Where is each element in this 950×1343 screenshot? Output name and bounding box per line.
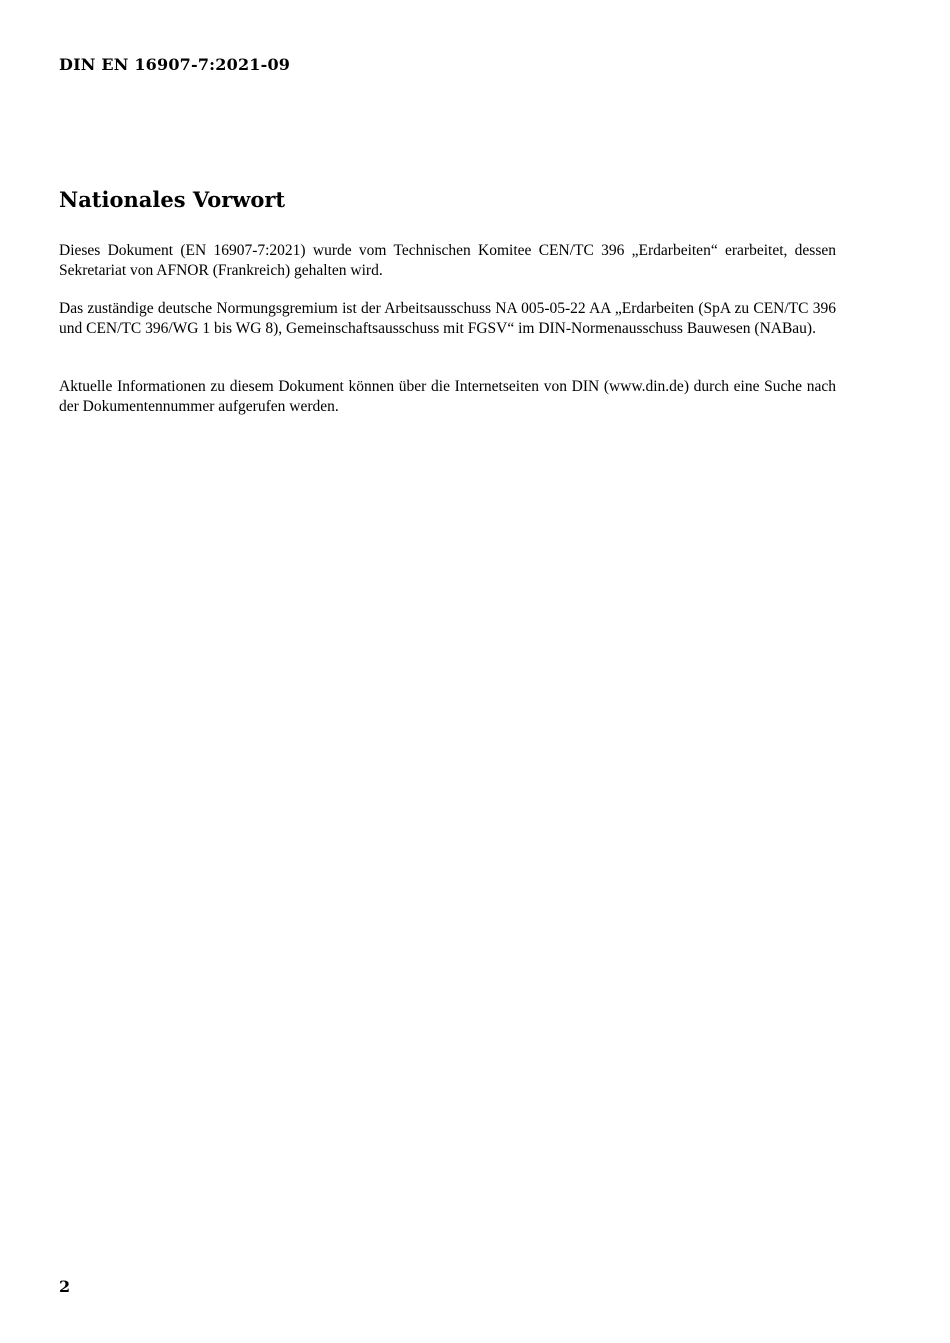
paragraph-national-body: Das zuständige deutsche Normungsgremium ist der Arbeitsausschuss NA 005-05-22 AA „Erdarbeiten (SpA zu CEN/TC 396 und CEN/TC 396/WG 1 bis WG 8), Gemeinschaftsausschuss mit FGSV“ im DIN-Normenausschuss Bauwesen (NABau). xyxy=(59,300,836,337)
section-title: Nationales Vorwort xyxy=(59,187,286,212)
document-id-header: DIN EN 16907-7:2021-09 xyxy=(59,55,291,74)
paragraph-committee: Dieses Dokument (EN 16907-7:2021) wurde vom Technischen Komitee CEN/TC 396 „Erdarbeiten“ erarbeitet, dessen Sekretariat von AFNOR (Frankreich) gehalten wird. xyxy=(59,242,836,279)
paragraph-information: Aktuelle Informationen zu diesem Dokument können über die Internetseiten von DIN (www.din.de) durch eine Suche nach der Dokumentennummer aufgerufen werden. xyxy=(59,378,836,415)
page-number: 2 xyxy=(59,1277,71,1296)
